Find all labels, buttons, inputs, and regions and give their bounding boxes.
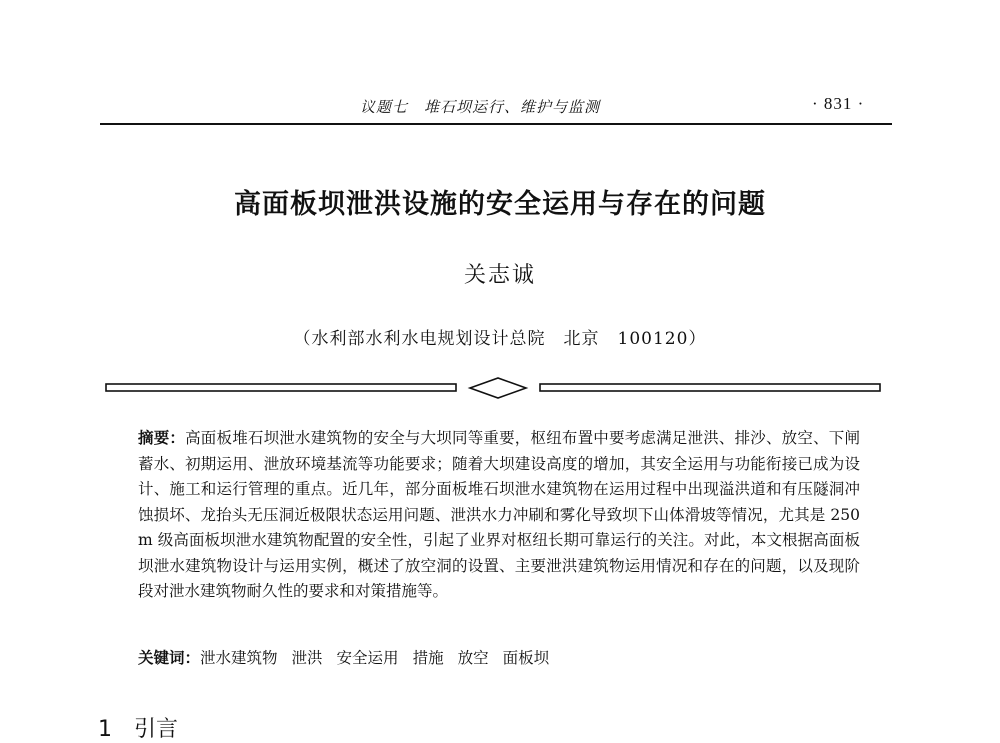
section-heading bbox=[98, 712, 178, 743]
keyword: 泄洪 bbox=[291, 649, 323, 667]
keyword: 措施 bbox=[412, 649, 444, 667]
keywords bbox=[138, 646, 860, 671]
keyword: 面板坝 bbox=[502, 649, 550, 667]
keywords-label: 关键词： bbox=[138, 649, 201, 667]
abstract bbox=[138, 426, 860, 605]
running-head: 议题七 堆石坝运行、维护与监测 bbox=[360, 98, 601, 116]
divider-diamond bbox=[470, 378, 526, 398]
keyword: 泄水建筑物 bbox=[200, 649, 278, 667]
section-title: 引言 bbox=[134, 717, 179, 742]
abstract-text: 高面板堆石坝泄水建筑物的安全与大坝同等重要，枢纽布置中要考虑满足泄洪、排沙、放空、下闸蓄水、初期运用、泄放环境基流等功能要求；随着大坝建设高度的增加，其安全运用与功能衔接已成为设计、施工和运行管理的重点。近几年，部分面板堆石坝泄水建筑物在运用过程中出现溢洪道和有压隧洞冲蚀损坏、龙抬头无压洞近极限状态运用问题、泄洪水力冲刷和雾化导致坝下山体滑坡等情况，尤其是 250 m 级高面板坝泄水建筑物配置的安全性，引起了业界对枢纽长期可靠运行的关注。对此，本文根据高面板坝泄水建筑物设计与运用实例，概述了放空洞的设置、主要泄洪建筑物运用情况和存在的问题，以及现阶段对泄水建筑物耐久性的要求和对策措施等。 bbox=[138, 429, 860, 600]
keyword: 放空 bbox=[457, 649, 489, 667]
divider-right-bar bbox=[540, 384, 880, 391]
divider-left-bar bbox=[106, 384, 456, 391]
ornamental-divider bbox=[104, 376, 884, 402]
paper-title: 高面板坝泄洪设施的安全运用与存在的问题 bbox=[234, 189, 766, 220]
keyword: 安全运用 bbox=[336, 649, 399, 667]
header-rule bbox=[100, 123, 892, 125]
author-name: 关志诚 bbox=[463, 263, 536, 288]
author-affiliation: （水利部水利水电规划设计总院 北京 100120） bbox=[293, 329, 707, 349]
page-number: · 831 · bbox=[812, 94, 865, 113]
section-number: 1 bbox=[98, 717, 112, 742]
abstract-label: 摘要： bbox=[138, 429, 186, 447]
